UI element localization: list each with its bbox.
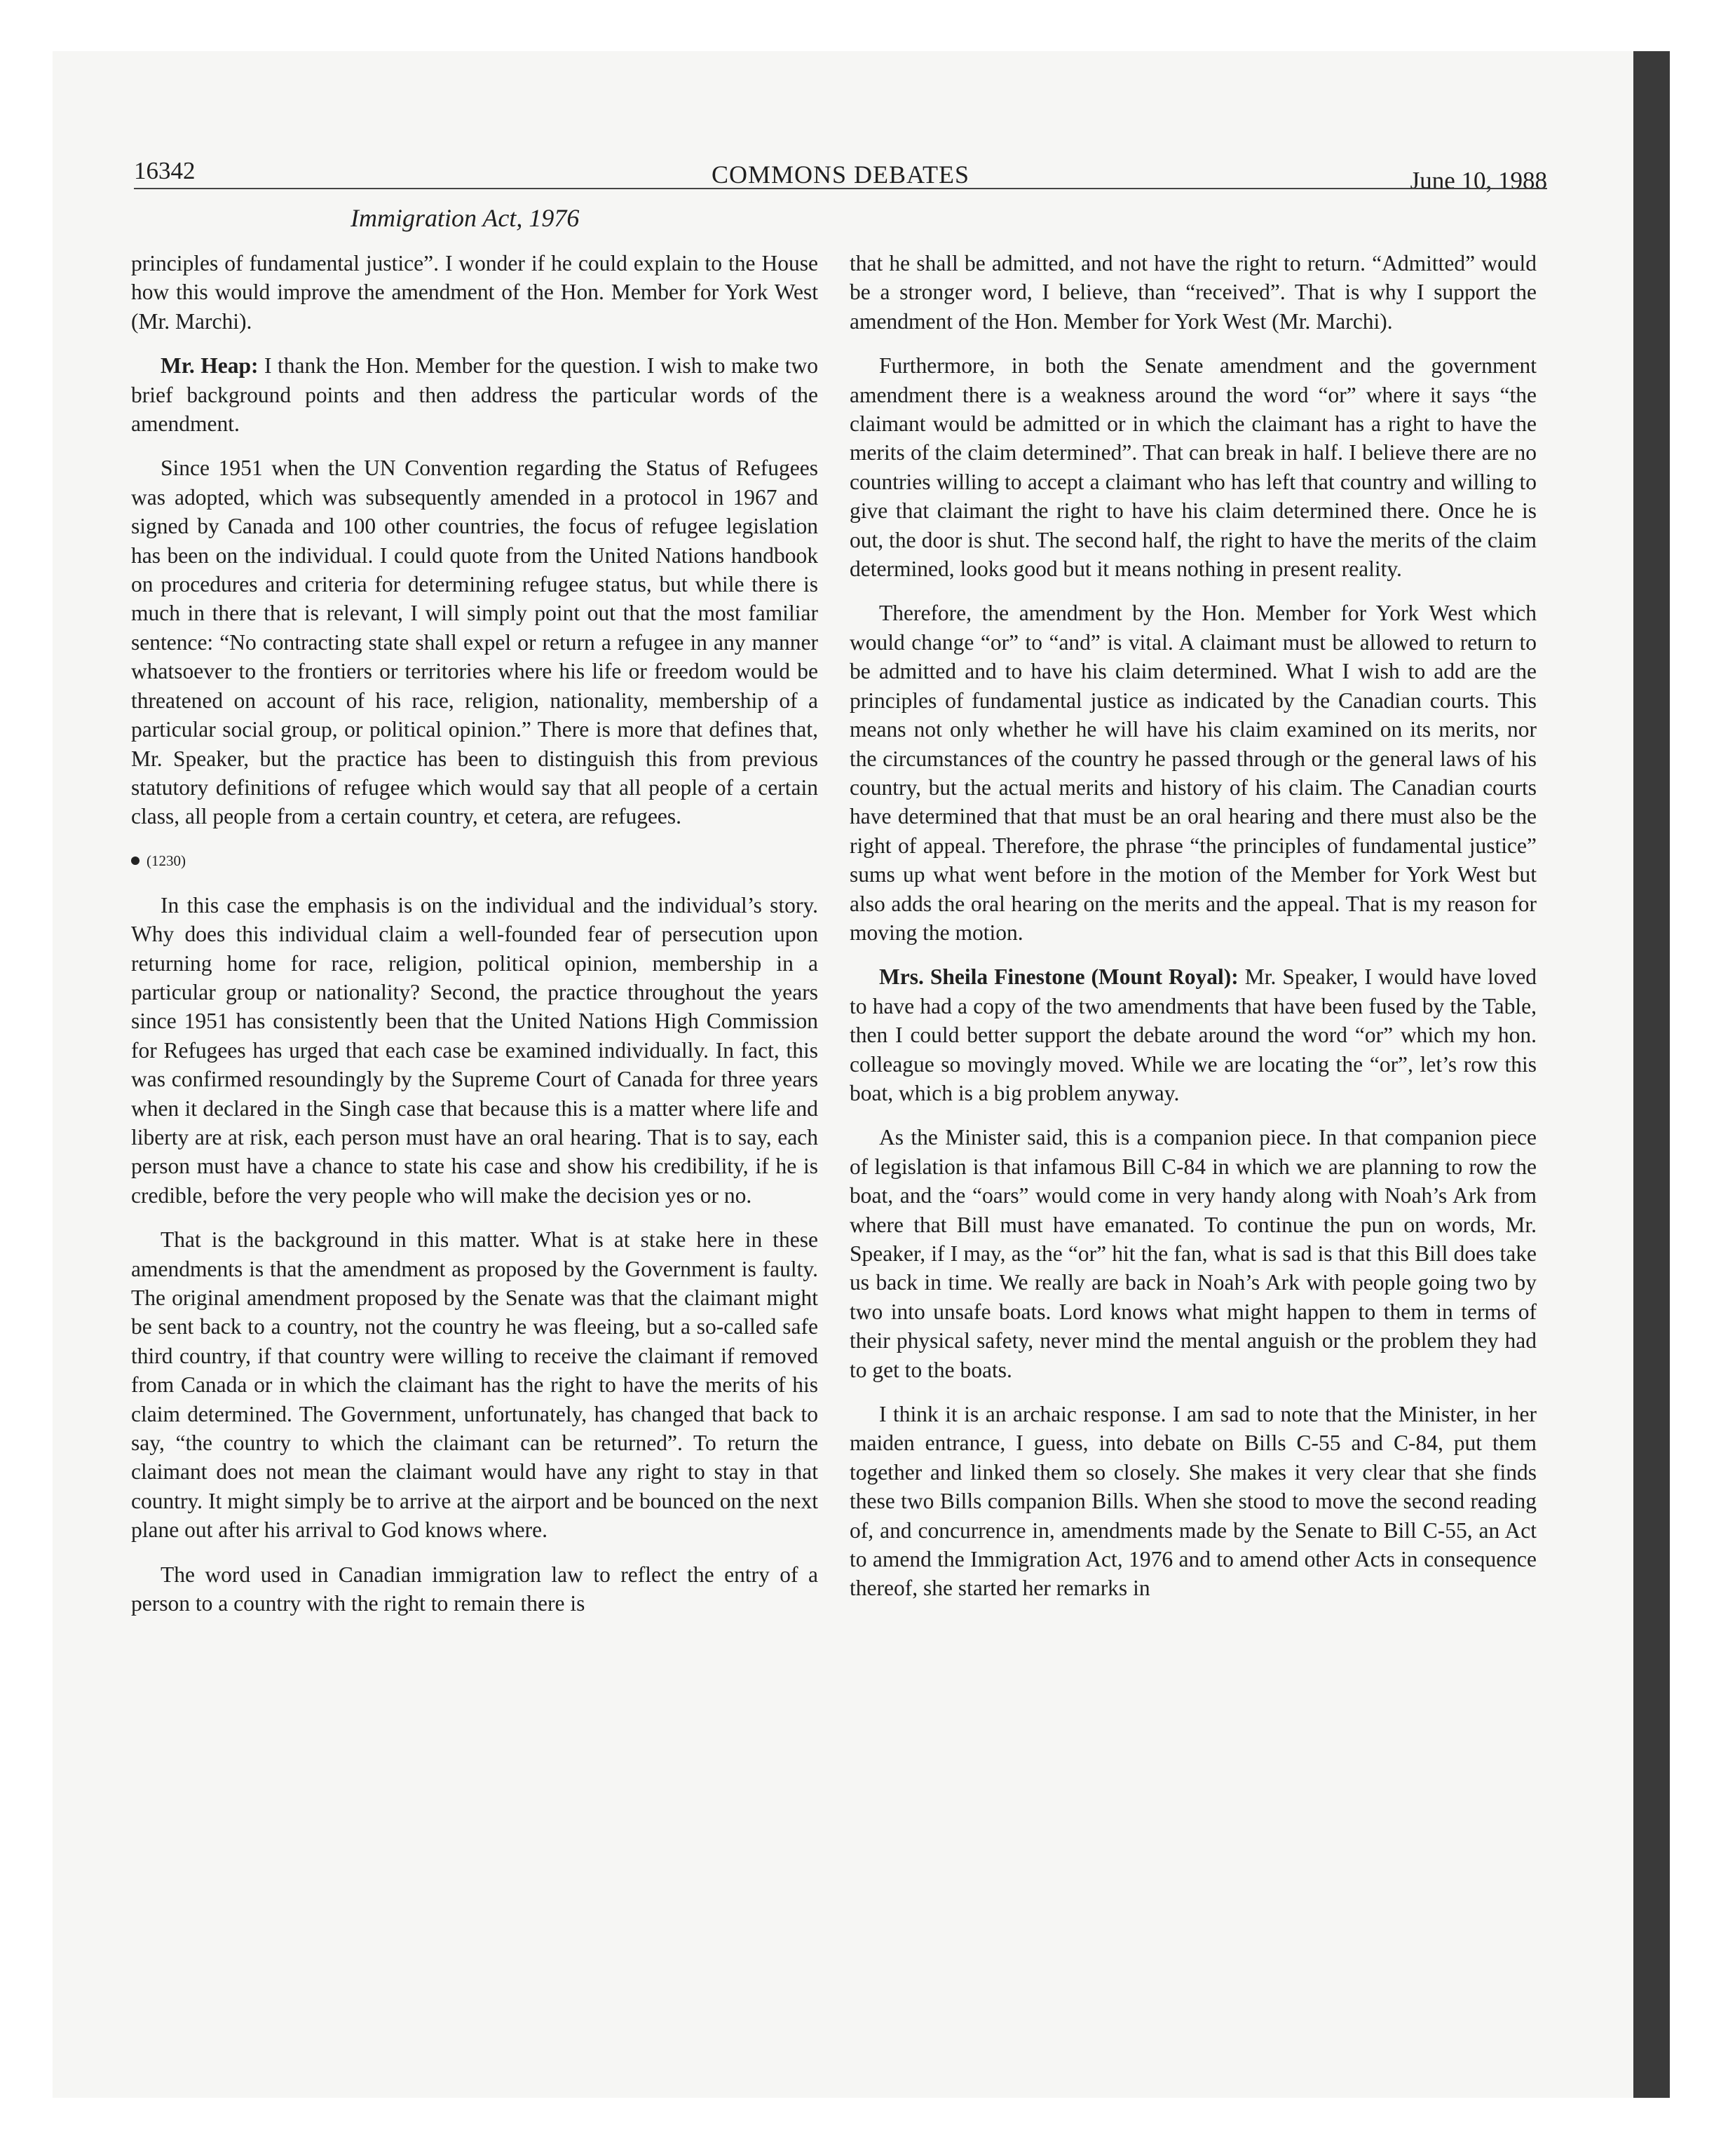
- paragraph: As the Minister said, this is a companion piece. In that companion piece of legislation is that infamous Bill C-84 in which we are planning to row the boat, and the “oars” would come in very handy along with Noah’s Ark from where that Bill must have emanated. To continue the pun on words, Mr. Speaker, if I may, as the “or” hit the fan, what is sad is that this Bill does take us back in time. We really are back in Noah’s Ark with people going two by two into unsafe boats. Lord knows what might happen to them in terms of their physical safety, never mind the mental anguish or the problem they had to get to the boats.: [850, 1125, 1537, 1382]
- timestamp: (1230): [147, 852, 186, 869]
- page-date: June 10, 1988: [1410, 167, 1547, 194]
- page-number: 16342: [134, 157, 196, 184]
- paragraph: that he shall be admitted, and not have the right to return. “Admitted” would be a stronger word, I believe, than “received”. That is why I support the amendment of the Hon. Member for York West (Mr. Marchi).: [850, 251, 1537, 334]
- paragraph: I think it is an archaic response. I am sad to note that the Minister, in her maiden entrance, I guess, into debate on Bills C-55 and C-84, put them together and linked them so closely. She makes it very clear that she finds these two Bills companion Bills. When she stood to move the second reading of, and concurrence in, amendments made by the Senate to Bill C-55, an Act to amend the Immigration Act, 1976 and to amend other Acts in consequence thereof, she started her remarks in: [850, 1402, 1537, 1601]
- paragraph: Therefore, the amendment by the Hon. Member for York West which would change “or” to “and” is vital. A claimant must be allowed to return to be admitted and to have his claim determined. What I wish to add are the principles of fundamental justice as indicated by the Canadian courts. This means not only whether he will have his claim examined on its merits, nor the circumstances of the country he passed through or the general laws of his country, but the actual merits and history of his claim. The Canadian courts have determined that that must be an oral hearing and there must also be the right of appeal. Therefore, the phrase “the principles of fundamental justice” sums up what went before in the motion of the Member for York West but also adds the oral hearing on the merits and the appeal. That is my reason for moving the motion.: [850, 601, 1537, 945]
- right-column: [850, 249, 1537, 1618]
- speaker-name: Mr. Heap:: [161, 353, 259, 378]
- paragraph: The word used in Canadian immigration law to reflect the entry of a person to a country with the right to remain there is: [131, 1562, 818, 1616]
- header-rule: [134, 188, 1547, 189]
- paragraph: That is the background in this matter. What is at stake here in these amendments is that the amendment as proposed by the Government is faulty. The original amendment proposed by the Senate was that the claimant might be sent back to a country, not the country he was fleeing, but a so-called safe third country, if that country were willing to receive the claimant if removed from Canada or in which the claimant has the right to have the merits of his claim determined. The Government, unfortunately, has changed that back to say, “the country to which the claimant can be returned”. To return the claimant does not mean the claimant would have any right to stay in that country. It might simply be to arrive at the airport and be bounced on the next plane out after his arrival to God knows where.: [131, 1227, 818, 1543]
- left-column: [131, 249, 818, 1633]
- paragraph: [850, 962, 1537, 1107]
- paragraph: principles of fundamental justice”. I wonder if he could explain to the House how this would improve the amendment of the Hon. Member for York West (Mr. Marchi).: [131, 251, 818, 334]
- paragraph: Since 1951 when the UN Convention regarding the Status of Refugees was adopted, which was subsequently amended in a protocol in 1967 and signed by Canada and 100 other countries, the focus of refugee legislation has been on the individual. I could quote from the United Nations handbook on procedures and criteria for determining refugee status, but while there is much in there that is relevant, I will simply point out that the most familiar sentence: “No contracting state shall expel or return a refugee in any manner whatsoever to the frontiers or territories where his life or freedom would be threatened on account of his race, religion, nationality, membership of a particular social group, or political opinion.” There is more that defines that, Mr. Speaker, but the practice has been to distinguish this from previous statutory definitions of refugee which would say that all people of a certain class, all people from a certain country, et cetera, are refugees.: [131, 456, 818, 829]
- journal-title: COMMONS DEBATES: [711, 161, 970, 189]
- paragraph: [131, 351, 818, 438]
- section-title: Immigration Act, 1976: [351, 204, 580, 232]
- time-marker: [131, 847, 818, 875]
- paragraph: In this case the emphasis is on the individual and the individual’s story. Why does this individual claim a well-founded fear of persecution upon returning home for race, religion, political opinion, membership in a particular group or nationality? Second, the practice throughout the years since 1951 has consistently been that the United Nations High Commission for Refugees has urged that each case be examined individually. In fact, this was confirmed resoundingly by the Supreme Court of Canada for three years when it declared in the Singh case that because this is a matter where life and liberty are at risk, each person must have an oral hearing. That is to say, each person must have a chance to state his case and show his credibility, if he is credible, before the very people who will make the decision yes or no.: [131, 892, 818, 1208]
- speaker-name: Mrs. Sheila Finestone (Mount Royal):: [879, 964, 1239, 990]
- page-header: [134, 157, 1547, 199]
- bullet-icon: [131, 857, 140, 865]
- speech-text: I thank the Hon. Member for the question. I wish to make two brief background points and then address the particular words of the amendment.: [131, 353, 819, 437]
- scan-edge-shadow: [1633, 51, 1670, 2098]
- speech-text: Mr. Speaker, I would have loved to have had a copy of the two amendments that have been fused by the Table, then I could better support the debate around the word “or” which my hon. colleague so movingly moved. While we are locating the “or”, let’s row this boat, which is a big problem anyway.: [850, 964, 1537, 1105]
- paragraph: Furthermore, in both the Senate amendment and the government amendment there is a weakness around the word “or” where it says “the claimant would be admitted or in which the claimant has a right to have the merits of the claim determined”. That can break in half. I believe there are no countries willing to accept a claimant who has left that country and willing to give that claimant the right to have his claim determined there. Once he is out, the door is shut. The second half, the right to have the merits of the claim determined, looks good but it means nothing in present reality.: [850, 353, 1537, 582]
